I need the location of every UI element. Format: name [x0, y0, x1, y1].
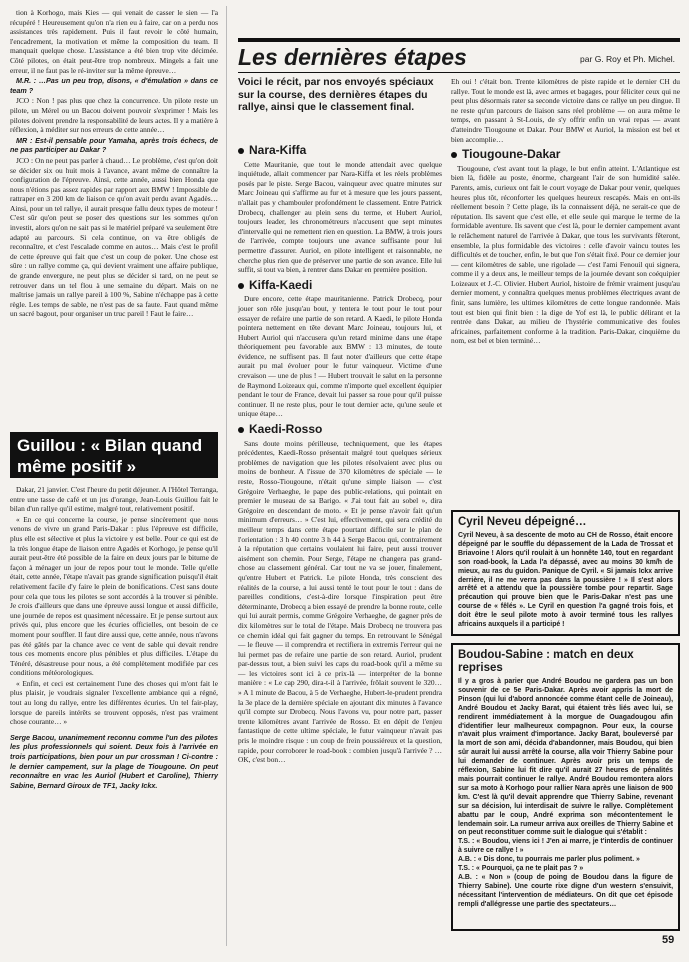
bullet-icon — [238, 283, 244, 289]
lead-paragraph: Voici le récit, par nos envoyés spéciaux sur la course, des dernières étapes du rallye, ainsi que le classement final. — [238, 77, 434, 113]
section-heading: Kiffa-Kaedi — [238, 281, 442, 291]
paragraph: Dakar, 21 janvier. C'est l'heure du petit déjeuner. A l'Hôtel Terranga, entre une tasse de café et un jus d'orange, Jean-Louis Guillou fait le bilan d'un rallye qu'il estime, malgré tout, relativement positif. — [10, 485, 218, 514]
header-rule — [238, 72, 680, 73]
byline: par G. Roy et Ph. Michel. — [580, 54, 675, 64]
bullet-icon — [238, 427, 244, 433]
paragraph: « Enfin, et ceci est certainement l'une des choses qui m'ont fait le plus plaisir, je voudrais signaler l'excellente ambiance qui a régné, tout au long du rallye, entre les différentes écuries. Un tel fair-play, lorsque de pareils intérêts se trouvent opposés, n'est pas vraiment chose courante… » — [10, 678, 218, 727]
right-column — [451, 77, 680, 347]
paragraph: Tiougoune, c'est avant tout la plage, le but enfin atteint. L'Atlantique est bien là, fidèle au poste, énorme, chargeant l'air de son humidité salée. Parents, amis, curieux ont fait le court voyage de Dakar pour venir, quelques heures plus tôt, réconforter les quelques heureux rescapés. Mais en ont-ils réellement besoin ? Cette plage, ils la connaissent déjà, ne serait-ce que de réputation. Ils savent que c'est elle, et elle seule qui marque le terme de la formidable aventure. Ils savent que c'est là, pour le dernier campement avant le relâchement naturel de l'arrivée à Dakar, que tous les survivants fêteront, ensemble, la plus formidable des victoires : celle d'avoir vaincu toutes les difficultés et de toucher, enfin, le but que l'on s'était fixé. Pour ce dernier jour — cent kilomètres de sable, une rigolade — c'est l'ami Fenouil qui signera, comme il y a deux ans, le meilleur temps de la journée devant son coéquipier Loizeaux et J.-C. Olivier. Hubert Auriol, histoire de frémir vraiment jusqu'au dernier moment, y connaîtra quelques menus problèmes électriques avant de finir, sans lumière, les ultimes kilomètres de cette longue randonnée. Mais tout est bien qui finit bien : la dige de Yof est là, le public délirant et la rentrée dans Dakar, au milieu de l'hystérie communicative des foules africaines, parfaitement conforme à la tradition. Paris-Dakar, cinquième du nom, est bel et bien terminé… — [451, 163, 680, 346]
question: MR : Est-il pensable pour Yamaha, après trois échecs, de ne pas participer au Dakar ? — [10, 135, 218, 155]
left-column-top — [10, 8, 218, 320]
middle-column — [238, 140, 442, 766]
bullet-icon — [238, 148, 244, 154]
box-title: Boudou-Sabine : match en deux reprises — [458, 649, 634, 674]
box-text: Il y a gros à parier que André Boudou ne gardera pas un bon souvenir de ce 5e Paris-Dakar. Après avoir appris la mort de Pinson (qui lui d'abord annoncée comme étant celle de Joineau), André Boudou et Jacky Barat, qui étaient très liés avec lui, se rendirent immédiatement à la morgue de Ouagadougou afin d'identifier leur malheureux compagnon. Pour eux, la course n'avait plus vraiment d'importance. Jacky Barat, bouleversé par la mort de son ami, décida d'abandonner, mais Boudou, qui bien sûr aurait lui aussi arrêté la course, alla voir Thierry Sabine pour lui demander de continuer. Après avoir pris un temps de réflexion, Sabine lui fit dire qu'il aurait 27 heures de pénalités mais pourrait continuer le rallye. André Boudou remontera alors sur sa moto à Korhogo pour rallier Nara après une liaison de 900 km. C'est là qu'il devait apprendre que Thierry Sabine, revenant sur sa décision, lui interdisait de suivre le rallye. Complètement abattu par le coup, André exprima son mécontentement le lendemain soir. La rumeur arriva aux oreilles de Thierry Sabine et on peut reconstituer comme suit le dialogue qui s'établit : — [458, 678, 673, 837]
title-rule — [238, 38, 680, 42]
section-heading: Nara-Kiffa — [238, 146, 442, 156]
paragraph: Eh oui ! c'était bon. Trente kilomètres de piste rapide et le dernier CH du rallye. Tout le monde est là, avec armes et bagages, pour féliciter ceux qui ne peut plus désormais rater sa seconde victoire dans ce rallye un peu dingue. Il ne reste qu'un parcours de liaison sans réel problème — on aura même le temps, en passant à St-Louis, de s'y offrir enfin un vrai repas — avant d'atteindre Tiougoune et Dakar. Pour BMW et Auriol, la mission est bel et bien accomplie… — [451, 77, 680, 144]
box-text: Cyril Neveu, à sa descente de moto au CH de Rosso, était encore dépeigné par le souffle du dépassement de la Lada de Trossat et Briavoine ! Alors qu'il roulait à un honnête 140, tout en regardant son road-book, la Lada l'a dépassé, avec au moins 30 km/h de mieux, au ras du guidon. Panique de Cyril. « Si jamais Ickx arrive derrière, il ne me verra pas dans la poussière ! » Il s'est alors arrêté et a attendu que la poussière tombe pour repartir. Sage précaution qui prouve bien que le Paris-Dakar n'est pas une course de « fêlés ». Le Cyril en question l'a gagné trois fois, et doit être le seul pilote moto à avoir terminé tous les rallyes africains auxquels il a participé ! — [458, 532, 673, 629]
photo-caption: Serge Bacou, unanimement reconnu comme l'un des pilotes les plus professionnels qui soient. Deux fois à l'arrivée en trois participations, bien pour un pur crossman ! Ci-contre : le dernier campement, sur la plage de Tiougoune. On peut reconnaître en vrac les Auriol (Hubert et Caroline), Thierry Sabine, Bernard Giroux de TF1, Jacky Ickx. — [10, 732, 218, 790]
dialogue-line: T.S. : « Boudou, viens ici ! J'en ai marre, je t'interdis de continuer à suivre ce rallye ! » — [458, 838, 673, 855]
dialogue-line: A.B. : « Dis donc, tu pourrais me parler plus poliment. » — [458, 856, 640, 864]
box-title: Cyril Neveu dépeigné… — [458, 516, 587, 528]
column-divider — [226, 6, 227, 946]
page-number: 59 — [662, 934, 675, 946]
left-column-bottom — [10, 485, 218, 791]
paragraph: JCO : Non ! pas plus que chez la concurrence. Un pilote reste un pilote, un Mérel ou un Bacou doivent pouvoir s'exprimer ! Mais les pilotes doivent prendre la responsabilité de leurs actes. Il y a matière à réflexion, à méditer sur nos erreurs de cette année… — [10, 96, 218, 135]
paragraph: Sans doute moins périlleuse, techniquement, que les étapes précédentes, Kaedi-Rosso présentait malgré tout quelques sérieux problèmes de navigation que les pilotes résolvaient avec plus ou moins de bonheur. A l'issue de 370 kilomètres de spéciale — le reste, Rosso-Tiougoune, n'était qu'une simple liaison — c'est Grégoire Verhaeghe, le pape des public-relations, qui pointait en premier le museau de sa Barigo. « J'ai tout fait au sobel », dira Grégoire en descendant de moto. « Et je pense n'avoir fait qu'un minimum d'erreurs… » C'est lui, effectivement, qui sera crédité du meilleur temps dans cette étape pourtant difficile sur le plan de l'orientation : 3 h 40 contre 3 h 44 à Serge Bacou qui, contrairement à la réputation que certains voulaient lui faire, peut aussi trouver aisément son chemin. Pour Serge, l'étape ne changera pas grand-chose au classement général. Car tout ne va se jouer, finalement, qu'entre Hubert et Patrick. Le pilote Honda, très conscient des réalités de la course, a lui aussi tenté le tout pour le tout : dans de pareilles conditions, c'est-à-dire lorsque l'inspiration peut être déterminante, Drobecq a bien essayé de prendre la bonne route, celle qui lui aurait permis, comme Grégoire Verhaeghe, de gagner près de dix kilomètres sur le total de l'étape. Mais Drobecq ne trouvera pas ce chemin idéal qui fait gagner du temps. En retrouvant le Sénégal — le fleuve — il comprendra et rectifiera in extremis l'erreur qui ne lui permet pas de refaire une partie de son retard. Auriol, prudent par-dessus tout, a bien suivi les caps du road-book qu'il a même su — les victoires sont ici à ce prix-là — interpréter de la bonne manière : « Le cap 290, dira-t-il à l'arrivée, frôlait souvent le 320… » A 1 minute de Bacou, à 5 de Verhaeghe, Hubert-le-prudent prendra la 3e place de la dernière spéciale en ajoutant dix minutes à l'avance qu'il compte sur Drobecq. Nous l'avons vu, pour notre part, passer trente kilomètres avant l'arrivée de Rosso. Et en dépit de l'enjeu fantastique de cette ultime spéciale, le futur vainqueur n'avait pas pris le moindre risque : un coup de frein poussiéreux et la question, rapide, pour corroborer le road-book : combien jusqu'à l'arrivée ? … OK, c'est bon… — [238, 438, 442, 765]
section-heading: Tiougoune-Dakar — [451, 150, 680, 160]
guillou-banner: Guillou : « Bilan quand même positif » — [10, 432, 218, 478]
article-title: Les dernières étapes — [238, 44, 467, 70]
paragraph: Cette Mauritanie, que tout le monde attendait avec quelque inquiétude, allait commencer par Nara-Kiffa et les réels problèmes posés par le piste. Serge Bacou, vainqueur avec quatre minutes sur Marc Joineau qui s'affirme au fur et à mesure que les jours passent, n'allait pas y chambouler profondément le classement. Entre Patrick Drobecq, challenger au plein sens du terme, et Hubert Auriol, toujours leader, les chronométreurs n'accusent que sept minutes d'intervalle qui ne remettent rien en question. La BMW, à trois jours de l'arrivée, compte toujours une avance suffisante pour lui permettre d'assurer. Auriol, en pilote intelligent et raisonnable, ne cherche plus rien que de préserver une partie de son avance. Elle lui suffit, si tout va bien, à rentrer dans Dakar en première position. — [238, 159, 442, 275]
section-heading: Kaedi-Rosso — [238, 425, 442, 435]
dialogue-line: T.S. : « Pourquoi, ça ne te plait pas ? » — [458, 865, 584, 873]
bullet-icon — [451, 152, 457, 158]
paragraph: tion à Korhogo, mais Kies — qui venait de casser le sien — l'a récupéré ! Heureusement qu'on n'a rien eu à faire, car on a perdu nos assistances très rapidement. Puis il faut revoir le côté humain, l'encadrement, la motivation et même la composition du team. Il manquait quelque chose. L'assistance a été bien trop vite décimée. Côté pilotes, on était peut-être trop nombreux. Mingels a fait une erreur, il ne faut pas le ré-inviter sur la même épreuve… — [10, 8, 218, 75]
question: M.R. : …Pas un peu trop, disons, « d'émulation » dans ce team ? — [10, 76, 218, 95]
paragraph: « En ce qui concerne la course, je pense sincèrement que nous venons de vivre un grand Paris-Dakar : plus l'épreuve est difficile, plus elle est sélective et plus la victoire y est belle. Pour ce qui est de la très longue étape de liaison entre Agadès et Korhogo, je pense qu'il aurait peut-être été possible de la faire en deux jours par le bitume de façon à ménager un jour de repos pour tout le monde. Telle qu'elle était, cette année, l'étape n'avait pas grande signification puisqu'il était relativement facile d'y faire le plein de bonifications. C'est sans doute pour cela que tous les pilotes se sont accordés à la trouver si pénible. Je crois d'ailleurs que dans une épreuve aussi longue et aussi difficile, une journée de repos est quasiment nécessaire. Et je pense surtout aux privés qui, plus encore que les écuries officielles, ont besoin de ce moment pour souffler. Il faut dire aussi que, cette année, nous n'avons pas été gâtés par la chance avec ce vent de sable qui devait rendre tous ces moments encore plus pénibles et plus difficiles. L'étape du Ténéré, désastreuse pour nous, a été complètement modifiée par ces conditions météorologiques. — [10, 514, 218, 678]
dialogue-line: A.B. : « Non » (coup de poing de Boudou dans la figure de Thierry Sabine). Une courte rixe digne d'un western s'ensuivit, nécessitant l'intervention de médiateurs. On dit que cet épisode rempli d'allégresse une partie des spectateurs… — [458, 873, 673, 908]
paragraph: Dure encore, cette étape mauritanienne. Patrick Drobecq, pour jouer son rôle jusqu'au bout, y tentera le tout pour le tout pour essayer de refaire une partie de son retard. A Kaedi, le pilote Honda pointera nettement en tête devant Marc Joineau, toujours lui, et Hubert Auriol qui n'accusera qu'un retard minime dans une étape théoriquement peu favorable aux BMW : 13 minutes, de toute évidence, ne suffisent pas. Il faut noter d'ailleurs que cette étape aurait pu mal évoluer pour le futur vainqueur. Victime d'une crevaison — une de plus ! — Hubert trouvait le salut en la personne de Raymond Loizeaux qui, comme n'importe quel excellent équipier pendant le tour de France, devait lui passer sa roue pour qu'il puisse continuer. Il ne reste plus, pour le tout dernier acte, qu'une seule et unique étape… — [238, 294, 442, 419]
paragraph: JCO : On ne peut pas parler à chaud… Le problème, c'est qu'on doit se décider six ou huit mois à l'avance, avant même de connaître la configuration de l'épreuve. Ainsi, cette année, aussi bien Honda que nous n'étions pas assez rapides par rapport aux BMW ! Impossible de rattraper en 3 200 km de liaison ce qu'on avait perdu avant Agadès… Ainsi, pour un tel rallye, il aurait presque fallu deux types de moteur ! C'est sûr qu'on peut se poser des questions sur les sommes qu'on investit, alors qu'on ne sait pas si le matériel préparé va seulement être adapté au parcours. Si cela continue, on va être obligés de reconnaître, et c'est l'escalade comme en autos… Mais c'est le profil de cette épreuve qui fait que c'est un coup de poker. Une chose est sûre : un rallye comme ça, qui devient vraiment une affaire publique, de grande envergure, ne peut plus se décider si tard, on ne peut se retrouver dans un tel flou à une semaine du départ. Mais on ne maîtrise jamais un rallye pareil à 100 %, Sabine n'échappe pas à cette règle. Les temps de sable, ne n'est pas de sa faute. Faut quand même un sacré bagout, pour organiser un truc pareil ! Faut le faire… — [10, 155, 218, 319]
cyril-neveu-box — [451, 510, 680, 636]
boudou-sabine-box — [451, 643, 680, 931]
